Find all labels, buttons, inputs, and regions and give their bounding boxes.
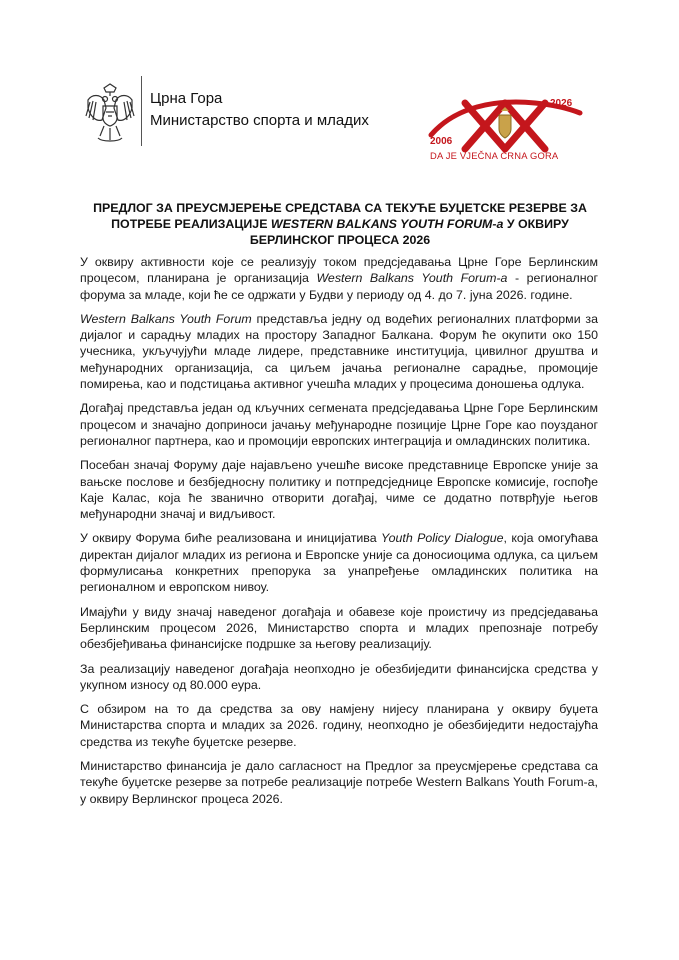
paragraph-3: Догађај представља један од кључних сегмената предсједавања Црне Горе Берлинским процесом и значајно доприноси јачању међународне позиције Црне Горе као поузданог регионалног партнера, као и промоцији европских интеграција и омладинских политика. — [80, 401, 598, 448]
anniversary-start-year: 2006 — [430, 136, 453, 147]
paragraph-text: У оквиру активности које се реализују током предсједавања Црне Горе Берлинским процесом, планирана је организација — [80, 255, 598, 286]
country-name: Црна Гора — [150, 90, 223, 107]
paragraph-4: Посебан значај Форуму даје најављено учешће високе представнице Европске уније за вањске послове и безбједносну политику и потпредсједнице Европске комисије, госпође Каје Калас, која ће званично отворити догађај, чиме се додатно потврђује његов међународни значај и видљивост. — [80, 458, 598, 522]
paragraph-2 — [80, 311, 598, 392]
paragraph-text: У оквиру Форума биће реализована и иницијатива — [80, 531, 382, 546]
title-line-1: ПРЕДЛОГ ЗА ПРЕУСМЈЕРЕЊЕ СРЕДСТАВА СА ТЕКУЋЕ БУЏЕТСКЕ РЕЗЕРВЕ ЗА ПОТРЕБЕ РЕАЛИЗАЦИЈЕ — [93, 201, 587, 231]
paragraph-9: Министарство финансија је дало сагласност на Предлог за преусмјерење средстава са текуће буџетске резерве за потребе реализације потребе Western Balkans Youth Forum-а, у оквиру Верлинског процеса 2026. — [80, 759, 598, 806]
ministry-name: Министарство спорта и младих — [150, 112, 369, 129]
institution-name — [150, 88, 369, 132]
paragraph-7: За реализацију наведеног догађаја неопходно је обезбиједити финансијска средства у укупном износу од 80.000 еура. — [80, 661, 598, 692]
anniversary-slogan: DA JE VJEČNA CRNA GORA — [430, 150, 559, 161]
montenegro-coat-of-arms-icon — [84, 82, 136, 144]
title-line-2: У ОКВИРУ БЕРЛИНСКОГ ПРОЦЕСА 2026 — [249, 217, 569, 247]
initiative-name: Youth Policy Dialogue — [381, 531, 504, 546]
paragraph-8: С обзиром на то да средства за ову намјену нијесу планирана у оквиру буџета Министарства спорта и младих за 2026. годину, неопходно је обезбиједити недостајућа средства из текуће буџетске резерве. — [80, 702, 598, 749]
paragraph-text: - регионалног форума за младе, који ће се одржати у Будви у периоду од 4. до 7. јуна 2026. године. — [80, 271, 599, 302]
forum-name: Western Balkans Youth Forum — [80, 311, 252, 326]
anniversary-end-year: 2026 — [550, 98, 573, 109]
title-forum-name: WESTERN BALKANS YOUTH FORUM-а — [270, 217, 504, 231]
header-divider — [141, 76, 142, 146]
letterhead — [0, 0, 679, 170]
paragraph-6: Имајући у виду значај наведеног догађаја и обавезе које проистичу из предсједавања Берлинским процесом 2026, Министарство спорта и младих препознаје потребу обезбјеђивања финансијске подршке за његову реализацију. — [80, 604, 598, 652]
paragraph-1 — [80, 254, 598, 303]
paragraph-text: , која омогућава директан дијалог младих из региона и Европске уније са доносиоцима одлука, са циљем формулисања конкретних препорука за унапређење омладинских политика на регионалном и европском нивоу. — [80, 531, 598, 595]
paragraph-text: представља једну од водећих регионалних платформи за дијалог и сарадњу младих на простору Западног Балкана. Форум ће окупити око 150 учесника, укључујући младе лидере, представнике институција, цивилног друштва и међународних организација, са циљем јачања регионалне сарадње, промоције помирења, као и подстицања активног учешћа младих у процесима доношења одлука. — [80, 311, 598, 392]
document-body — [80, 254, 598, 815]
paragraph-5 — [80, 530, 598, 595]
forum-name: Western Balkans Youth Forum-а — [316, 271, 508, 286]
document-title — [80, 200, 600, 248]
